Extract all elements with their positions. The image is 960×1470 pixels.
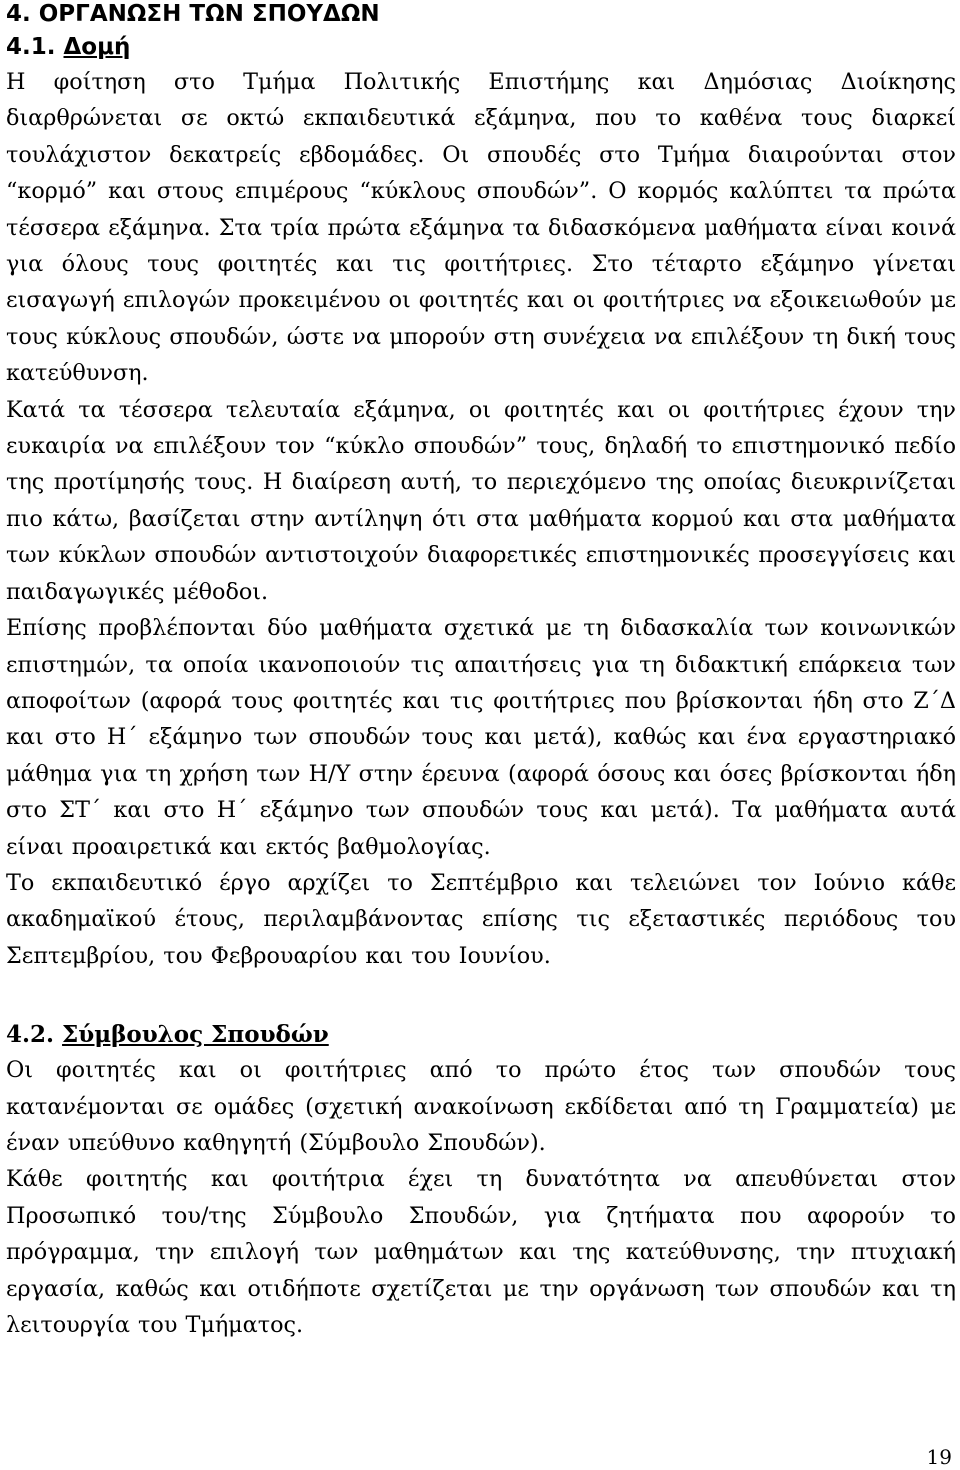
section-number: 4.1. xyxy=(6,34,56,60)
paragraph: Επίσης προβλέπονται δύο μαθήματα σχετικά με τη διδασκαλία των κοινωνικών επιστημών, τα οποία ικανοποιούν τις απαιτήσεις για τη διδακτική επάρκεια των αποφοίτων (αφορά τους φοιτητές και τις φοιτήτριες που βρίσκονται ήδη στο Ζ΄Δ και στο Η΄ εξάμηνο των σπουδών τους και μετά), καθώς και ένα εργαστηριακό μάθημα για τη χρήση των Η/Υ στην έρευνα (αφορά όσους και όσες βρίσκονται ήδη στο ΣΤ΄ και στο Η΄ εξάμηνο των σπουδών τους και μετά). Τα μαθήματα αυτά είναι προαιρετικά και εκτός βαθμολογίας. xyxy=(6,615,956,860)
page-number: 19 xyxy=(926,1445,952,1469)
paragraph: Το εκπαιδευτικό έργο αρχίζει το Σεπτέμβριο και τελειώνει τον Ιούνιο κάθε ακαδημαϊκού έτους, περιλαμβάνοντας επίσης τις εξεταστικές περιόδους του Σεπτεμβρίου, του Φεβρουαρίου και του Ιουνίου. xyxy=(6,869,956,969)
section-heading-study-advisor xyxy=(6,1018,956,1052)
section-title: Δομή xyxy=(63,34,131,60)
paragraph: Η φοίτηση στο Τμήμα Πολιτικής Επιστήμης και Δημόσιας Διοίκησης διαρθρώνεται σε οκτώ εκπαιδευτικά εξάμηνα, που το καθένα τους διαρκεί τουλάχιστον δεκατρείς εβδομάδες. Οι σπουδές στο Τμήμα διαιρούνται στον “κορμό” και στους επιμέρους “κύκλους σπουδών”. Ο κορμός καλύπτει τα πρώτα τέσσερα εξάμηνα. Στα τρία πρώτα εξάμηνα τα διδασκόμενα μαθήματα είναι κοινά για όλους τους φοιτητές και τις φοιτήτριες. Στο τέταρτο εξάμηνο γίνεται εισαγωγή επιλογών προκειμένου οι φοιτητές και οι φοιτήτριες να εξοικειωθούν με τους κύκλους σπουδών, ώστε να μπορούν στη συνέχεια να επιλέξουν τη δική τους κατεύθυνση. xyxy=(6,69,956,387)
document-page xyxy=(6,0,956,1343)
paragraph: Κάθε φοιτητής και φοιτήτρια έχει τη δυνατότητα να απευθύνεται στον Προσωπικό του/της Σύμβουλο Σπουδών, για ζητήματα που αφορούν το πρόγραμμα, την επιλογή των μαθημάτων και της κατεύθυνσης, την πτυχιακή εργασία, καθώς και οτιδήποτε σχετίζεται με την οργάνωση των σπουδών και τη λειτουργία του Τμήματος. xyxy=(6,1166,956,1338)
paragraph: Κατά τα τέσσερα τελευταία εξάμηνα, οι φοιτητές και οι φοιτήτριες έχουν την ευκαιρία να επιλέξουν τον “κύκλο σπουδών” τους, δηλαδή το επιστημονικό πεδίο της προτίμησής τους. Η διαίρεση αυτή, το περιεχόμενο της οποίας διευκρινίζεται πιο κάτω, βασίζεται στην αντίληψη ότι στα μαθήματα κορμού και στα μαθήματα των κύκλων σπουδών αντιστοιχούν διαφορετικές επιστημονικές προσεγγίσεις και παιδαγωγικές μέθοδοι. xyxy=(6,396,956,605)
section-heading-structure xyxy=(6,30,956,64)
section-number: 4.2. xyxy=(6,1021,55,1049)
section-title: Σύμβουλος Σπουδών xyxy=(62,1021,329,1049)
paragraph: Οι φοιτητές και οι φοιτήτριες από το πρώτο έτος των σπουδών τους κατανέμονται σε ομάδες (σχετική ανακοίνωση εκδίδεται από τη Γραμματεία) με έναν υπεύθυνο καθηγητή (Σύμβουλο Σπουδών). xyxy=(6,1057,956,1156)
chapter-title: 4. ΟΡΓΑΝΩΣΗ ΤΩΝ ΣΠΟΥΔΩΝ xyxy=(6,1,380,27)
